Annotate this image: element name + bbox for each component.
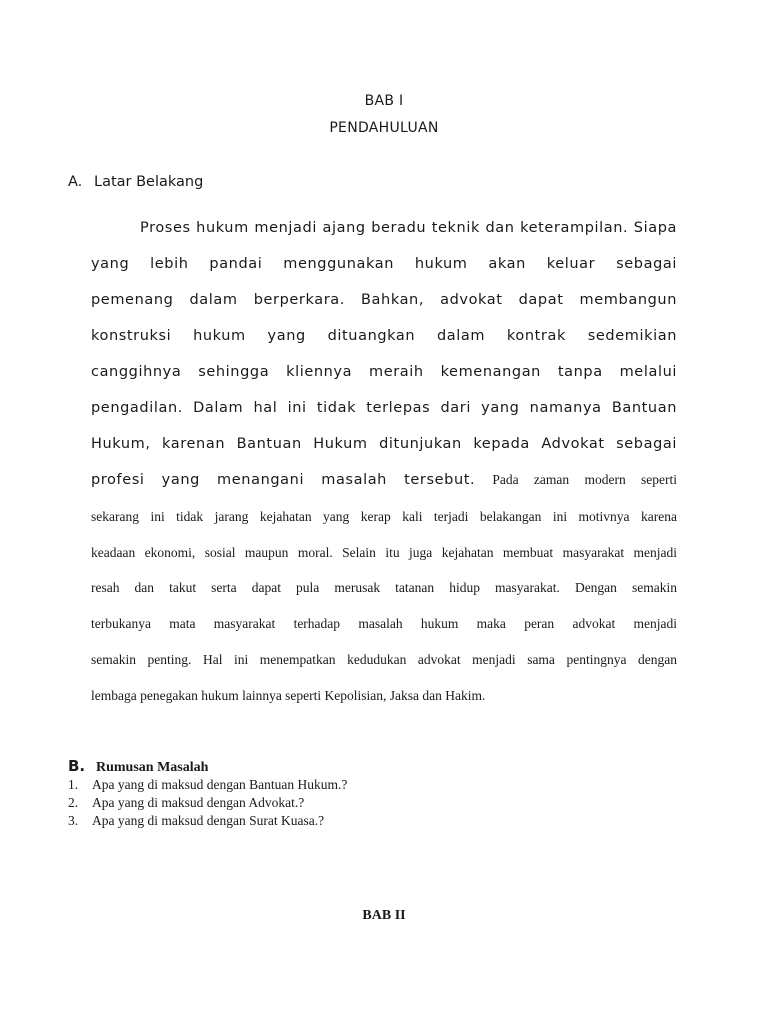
section-b-title: Rumusan Masalah (96, 760, 209, 775)
list-item-text: Apa yang di maksud dengan Bantuan Hukum.? (92, 777, 348, 792)
section-a-heading (68, 174, 203, 190)
list-item (68, 776, 347, 794)
list-item-number: 1. (68, 777, 79, 792)
list-item-text: Apa yang di maksud dengan Advokat.? (92, 795, 305, 810)
paragraph-line-mixed (91, 470, 677, 490)
paragraph-line: pengadilan. Dalam hal ini tidak terlepas dari yang namanya Bantuan (91, 400, 677, 416)
paragraph-line: keadaan ekonomi, sosial maupun moral. Selain itu juga kejahatan membuat masyarakat menjadi (91, 545, 677, 560)
list-item-text: Apa yang di maksud dengan Surat Kuasa.? (92, 813, 325, 828)
chapter-number: BAB I (364, 93, 404, 109)
paragraph-line: canggihnya sehingga kliennya meraih kemenangan tanpa melalui (91, 364, 677, 380)
paragraph-line: pemenang dalam berperkara. Bahkan, advokat dapat membangun (91, 292, 677, 308)
list-item (68, 812, 347, 830)
paragraph-line: terbukanya mata masyarakat terhadap masalah hukum maka peran advokat menjadi (91, 616, 677, 631)
paragraph-line: resah dan takut serta dapat pula merusak tatanan hidup masyarakat. Dengan semakin (91, 580, 677, 595)
next-chapter-heading: BAB II (362, 908, 406, 923)
paragraph-text-serif: Pada zaman modern seperti (492, 472, 677, 487)
problem-list (68, 776, 347, 830)
section-b-heading (68, 757, 208, 776)
section-b-letter: B. (68, 757, 86, 775)
paragraph-line: lembaga penegakan hukum lainnya seperti Kepolisian, Jaksa dan Hakim. (91, 688, 486, 703)
chapter-title: PENDAHULUAN (329, 120, 439, 136)
paragraph-line: yang lebih pandai menggunakan hukum akan keluar sebagai (91, 256, 677, 272)
section-a-letter: A. (68, 174, 83, 190)
list-item (68, 794, 347, 812)
paragraph-line: Hukum, karenan Bantuan Hukum ditunjukan kepada Advokat sebagai (91, 436, 677, 452)
paragraph-text-sans: profesi yang menangani masalah tersebut. (91, 472, 476, 488)
paragraph-line: konstruksi hukum yang dituangkan dalam kontrak sedemikian (91, 328, 677, 344)
list-item-number: 3. (68, 813, 79, 828)
list-item-number: 2. (68, 795, 79, 810)
paragraph-line: Proses hukum menjadi ajang beradu teknik dan keterampilan. Siapa (140, 220, 677, 236)
paragraph-line: semakin penting. Hal ini menempatkan kedudukan advokat menjadi sama pentingnya dengan (91, 652, 677, 667)
section-a-title: Latar Belakang (94, 174, 204, 190)
paragraph-line: sekarang ini tidak jarang kejahatan yang kerap kali terjadi belakangan ini motivnya karena (91, 509, 677, 524)
